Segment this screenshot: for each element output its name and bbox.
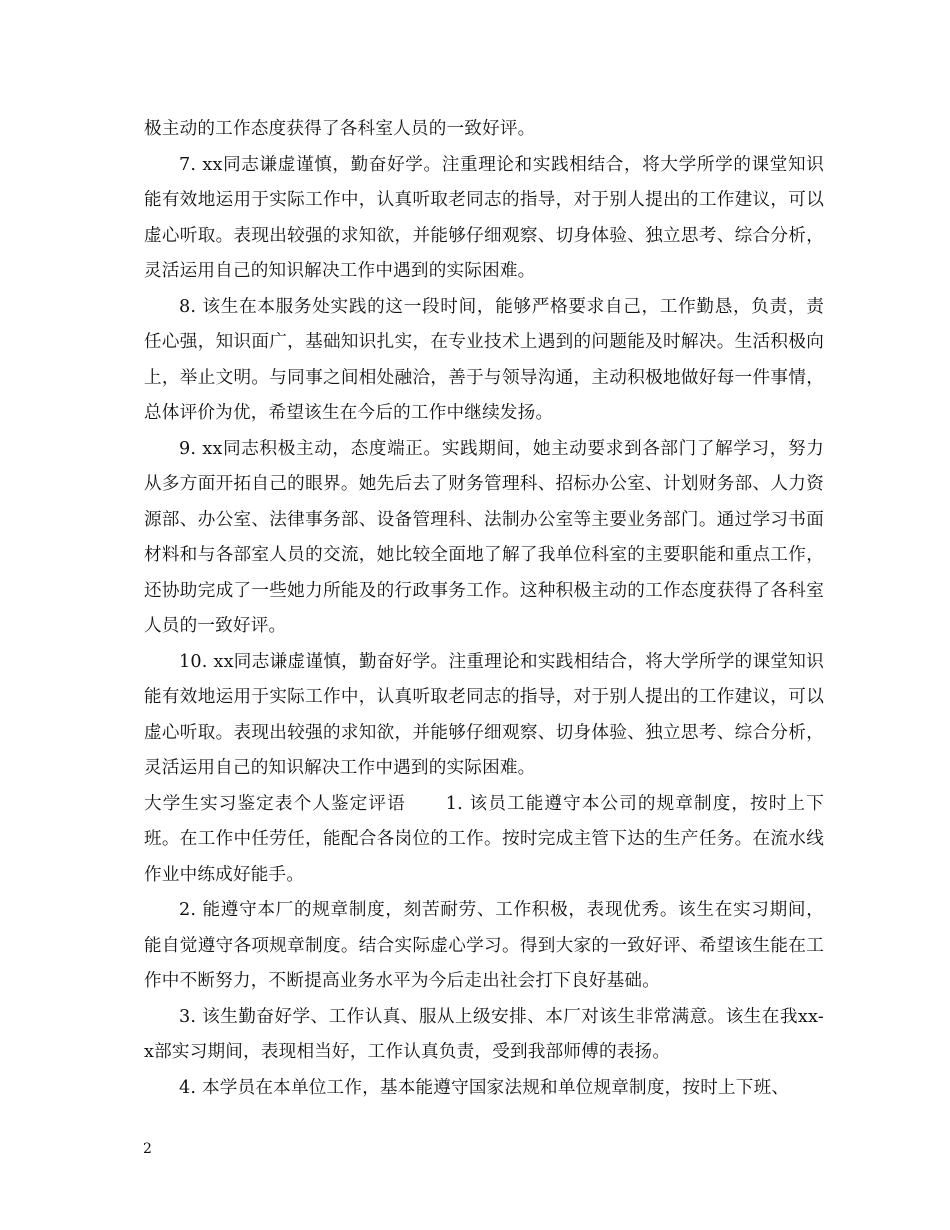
paragraph-continuation: 极主动的工作态度获得了各科室人员的一致好评。: [144, 119, 536, 139]
paragraph-item-7: 7. xx同志谦虚谨慎，勤奋好学。注重理论和实践相结合，将大学所学的课堂知识能有效地运用于实际工作中，认真听取老同志的指导，对于别人提出的工作建议，可以虚心听取。表现出较强的求知欲，并能够仔细观察、切身体验、独立思考、综合分析，灵活运用自己的知识解决工作中遇到的实际困难。: [144, 154, 824, 281]
section-heading: 大学生实习鉴定表个人鉴定评语: [144, 793, 406, 814]
paragraph-item-8: 8. 该生在本服务处实践的这一段时间，能够严格要求自己，工作勤恳，负责，责任心强，知识面广，基础知识扎实，在专业技术上遇到的问题能及时解决。生活积极向上，举止文明。与同事之间相处融洽，善于与领导沟通，主动积极地做好每一件事情，总体评价为优，希望该生在今后的工作中继续发扬。: [144, 296, 824, 423]
section-first-item: 1. 该员工能遵守本公司的规章制度，按时上下班。在工作中任劳任，能配合各岗位的工作。按时完成主管下达的生产任务。在流水线作业中练成好能手。: [144, 793, 824, 885]
paragraph-item-3: 3. 该生勤奋好学、工作认真、服从上级安排、本厂对该生非常满意。该生在我xx-x部实习期间，表现相当好，工作认真负责，受到我部师傅的表扬。: [144, 1006, 824, 1062]
document-body: [144, 112, 824, 1106]
paragraph-item-10: 10. xx同志谦虚谨慎，勤奋好学。注重理论和实践相结合，将大学所学的课堂知识能有效地运用于实际工作中，认真听取老同志的指导，对于别人提出的工作建议，可以虚心听取。表现出较强的求知欲，并能够仔细观察、切身体验、独立思考、综合分析，灵活运用自己的知识解决工作中遇到的实际困难。: [144, 651, 824, 778]
paragraph-item-9: 9. xx同志积极主动，态度端正。实践期间，她主动要求到各部门了解学习，努力从多方面开拓自己的眼界。她先后去了财务管理科、招标办公室、计划财务部、人力资源部、办公室、法律事务部、设备管理科、法制办公室等主要业务部门。通过学习书面材料和与各部室人员的交流，她比较全面地了解了我单位科室的主要职能和重点工作，还协助完成了一些她力所能及的行政事务工作。这种积极主动的工作态度获得了各科室人员的一致好评。: [144, 438, 824, 636]
paragraph-item-2: 2. 能遵守本厂的规章制度，刻苦耐劳、工作积极，表现优秀。该生在实习期间，能自觉遵守各项规章制度。结合实际虚心学习。得到大家的一致好评、希望该生能在工作中不断努力，不断提高业务水平为今后走出社会打下良好基础。: [144, 900, 824, 991]
paragraph-item-4: 4. 本学员在本单位工作，基本能遵守国家法规和单位规章制度，按时上下班、: [179, 1077, 790, 1098]
section-paragraph: [144, 787, 824, 894]
page-number: 2: [143, 1141, 152, 1157]
